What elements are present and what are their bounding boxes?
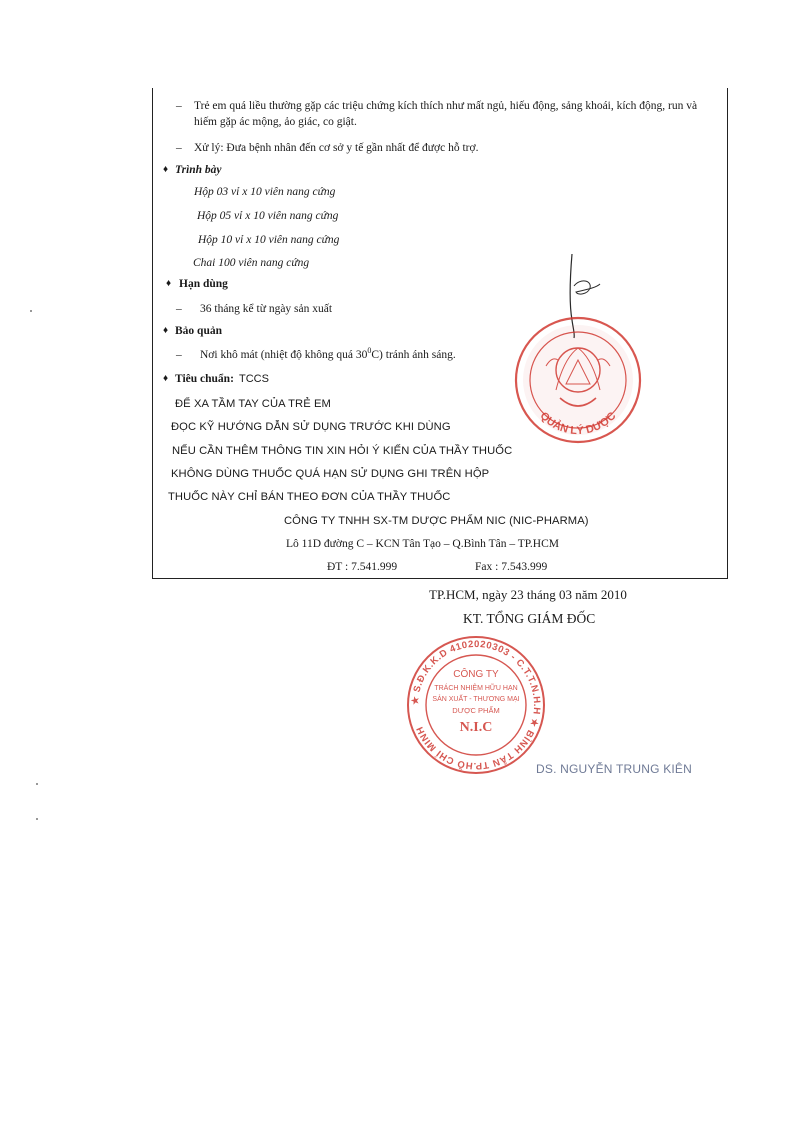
agency-seal-stamp	[500, 248, 650, 458]
overdose-text-line-2: hiếm gặp ác mộng, ảo giác, co giật.	[194, 116, 357, 128]
scan-speck	[36, 783, 38, 785]
diamond-bullet-icon: ♦	[163, 164, 169, 175]
company-seal-line: DƯỢC PHẨM	[452, 706, 500, 715]
company-name: CÔNG TY TNHH SX-TM DƯỢC PHẨM NIC (NIC-PHARMA)	[284, 515, 589, 527]
storage-heading: Bảo quản	[175, 325, 222, 337]
overdose-treatment: Xử lý: Đưa bệnh nhân đến cơ sở y tế gần nhất để được hỗ trợ.	[194, 142, 479, 154]
storage-text: Nơi khô mát (nhiệt độ không quá $30^0C$) tránh ánh sáng.	[200, 346, 456, 361]
presentation-item: Hộp 10 vỉ x 10 viên nang cứng	[198, 234, 340, 246]
warning-line: ĐỂ XA TẦM TAY CỦA TRẺ EM	[175, 398, 331, 410]
company-seal-line: N.I.C	[459, 720, 493, 735]
company-seal-line: TRÁCH NHIỆM HỮU HẠN	[434, 685, 518, 692]
warning-line: KHÔNG DÙNG THUỐC QUÁ HẠN SỬ DỤNG GHI TRÊN HỘP	[171, 468, 490, 480]
scan-speck	[36, 818, 38, 820]
company-seal-stamp	[396, 633, 556, 778]
list-dash: –	[176, 100, 182, 112]
signatory-title: KT. TỔNG GIÁM ĐỐC	[463, 611, 596, 626]
warning-line: THUỐC NÀY CHỈ BÁN THEO ĐƠN CỦA THẦY THUỐC	[168, 491, 451, 503]
diamond-bullet-icon: ♦	[163, 373, 169, 384]
company-seal-ring-text: ★ S.Đ.K.K.D 4102020303 - C.T.T.N.H.H ★ BÌNH TÂN TP.HỒ CHÍ MINH	[409, 638, 543, 772]
diamond-bullet-icon: ♦	[166, 278, 172, 289]
warning-line: ĐỌC KỸ HƯỚNG DẪN SỬ DỤNG TRƯỚC KHI DÙNG	[171, 421, 451, 433]
expiry-heading: Hạn dùng	[179, 278, 228, 290]
city-date: TP.HCM, ngày 23 tháng 03 năm 2010	[429, 587, 627, 602]
company-phone: ĐT : 7.541.999	[327, 561, 398, 573]
presentation-item: Hộp 03 vỉ x 10 viên nang cứng	[194, 186, 336, 198]
company-seal-line: SẢN XUẤT - THƯƠNG MẠI	[432, 696, 520, 703]
agency-seal-ring-text: QUẢN LÝ DƯỢC	[537, 409, 619, 438]
standard-heading: Tiêu chuẩn:	[175, 373, 234, 385]
list-dash: –	[176, 142, 182, 154]
presentation-item: Hộp 05 vỉ x 10 viên nang cứng	[197, 210, 339, 222]
company-fax: Fax : 7.543.999	[475, 561, 548, 573]
list-dash: –	[176, 303, 182, 315]
signer-name: DS. NGUYỄN TRUNG KIÊN	[536, 762, 692, 776]
scan-speck	[30, 310, 32, 312]
standard-value: TCCS	[239, 373, 269, 385]
warning-line: NẾU CẦN THÊM THÔNG TIN XIN HỎI Ý KIẾN CỦA THẦY THUỐC	[172, 445, 513, 457]
presentation-heading: Trình bày	[175, 164, 222, 176]
diamond-bullet-icon: ♦	[163, 325, 169, 336]
overdose-text-line-1: Trẻ em quá liều thường gặp các triệu chứng kích thích như mất ngủ, hiếu động, sảng khoái, kích động, run và	[194, 100, 698, 112]
list-dash: –	[176, 349, 182, 361]
expiry-text: 36 tháng kể từ ngày sản xuất	[200, 303, 333, 315]
company-seal-line: CÔNG TY	[453, 669, 499, 680]
presentation-item: Chai 100 viên nang cứng	[193, 257, 310, 269]
company-address: Lô 11D đường C – KCN Tân Tạo – Q.Bình Tân – TP.HCM	[286, 538, 559, 550]
